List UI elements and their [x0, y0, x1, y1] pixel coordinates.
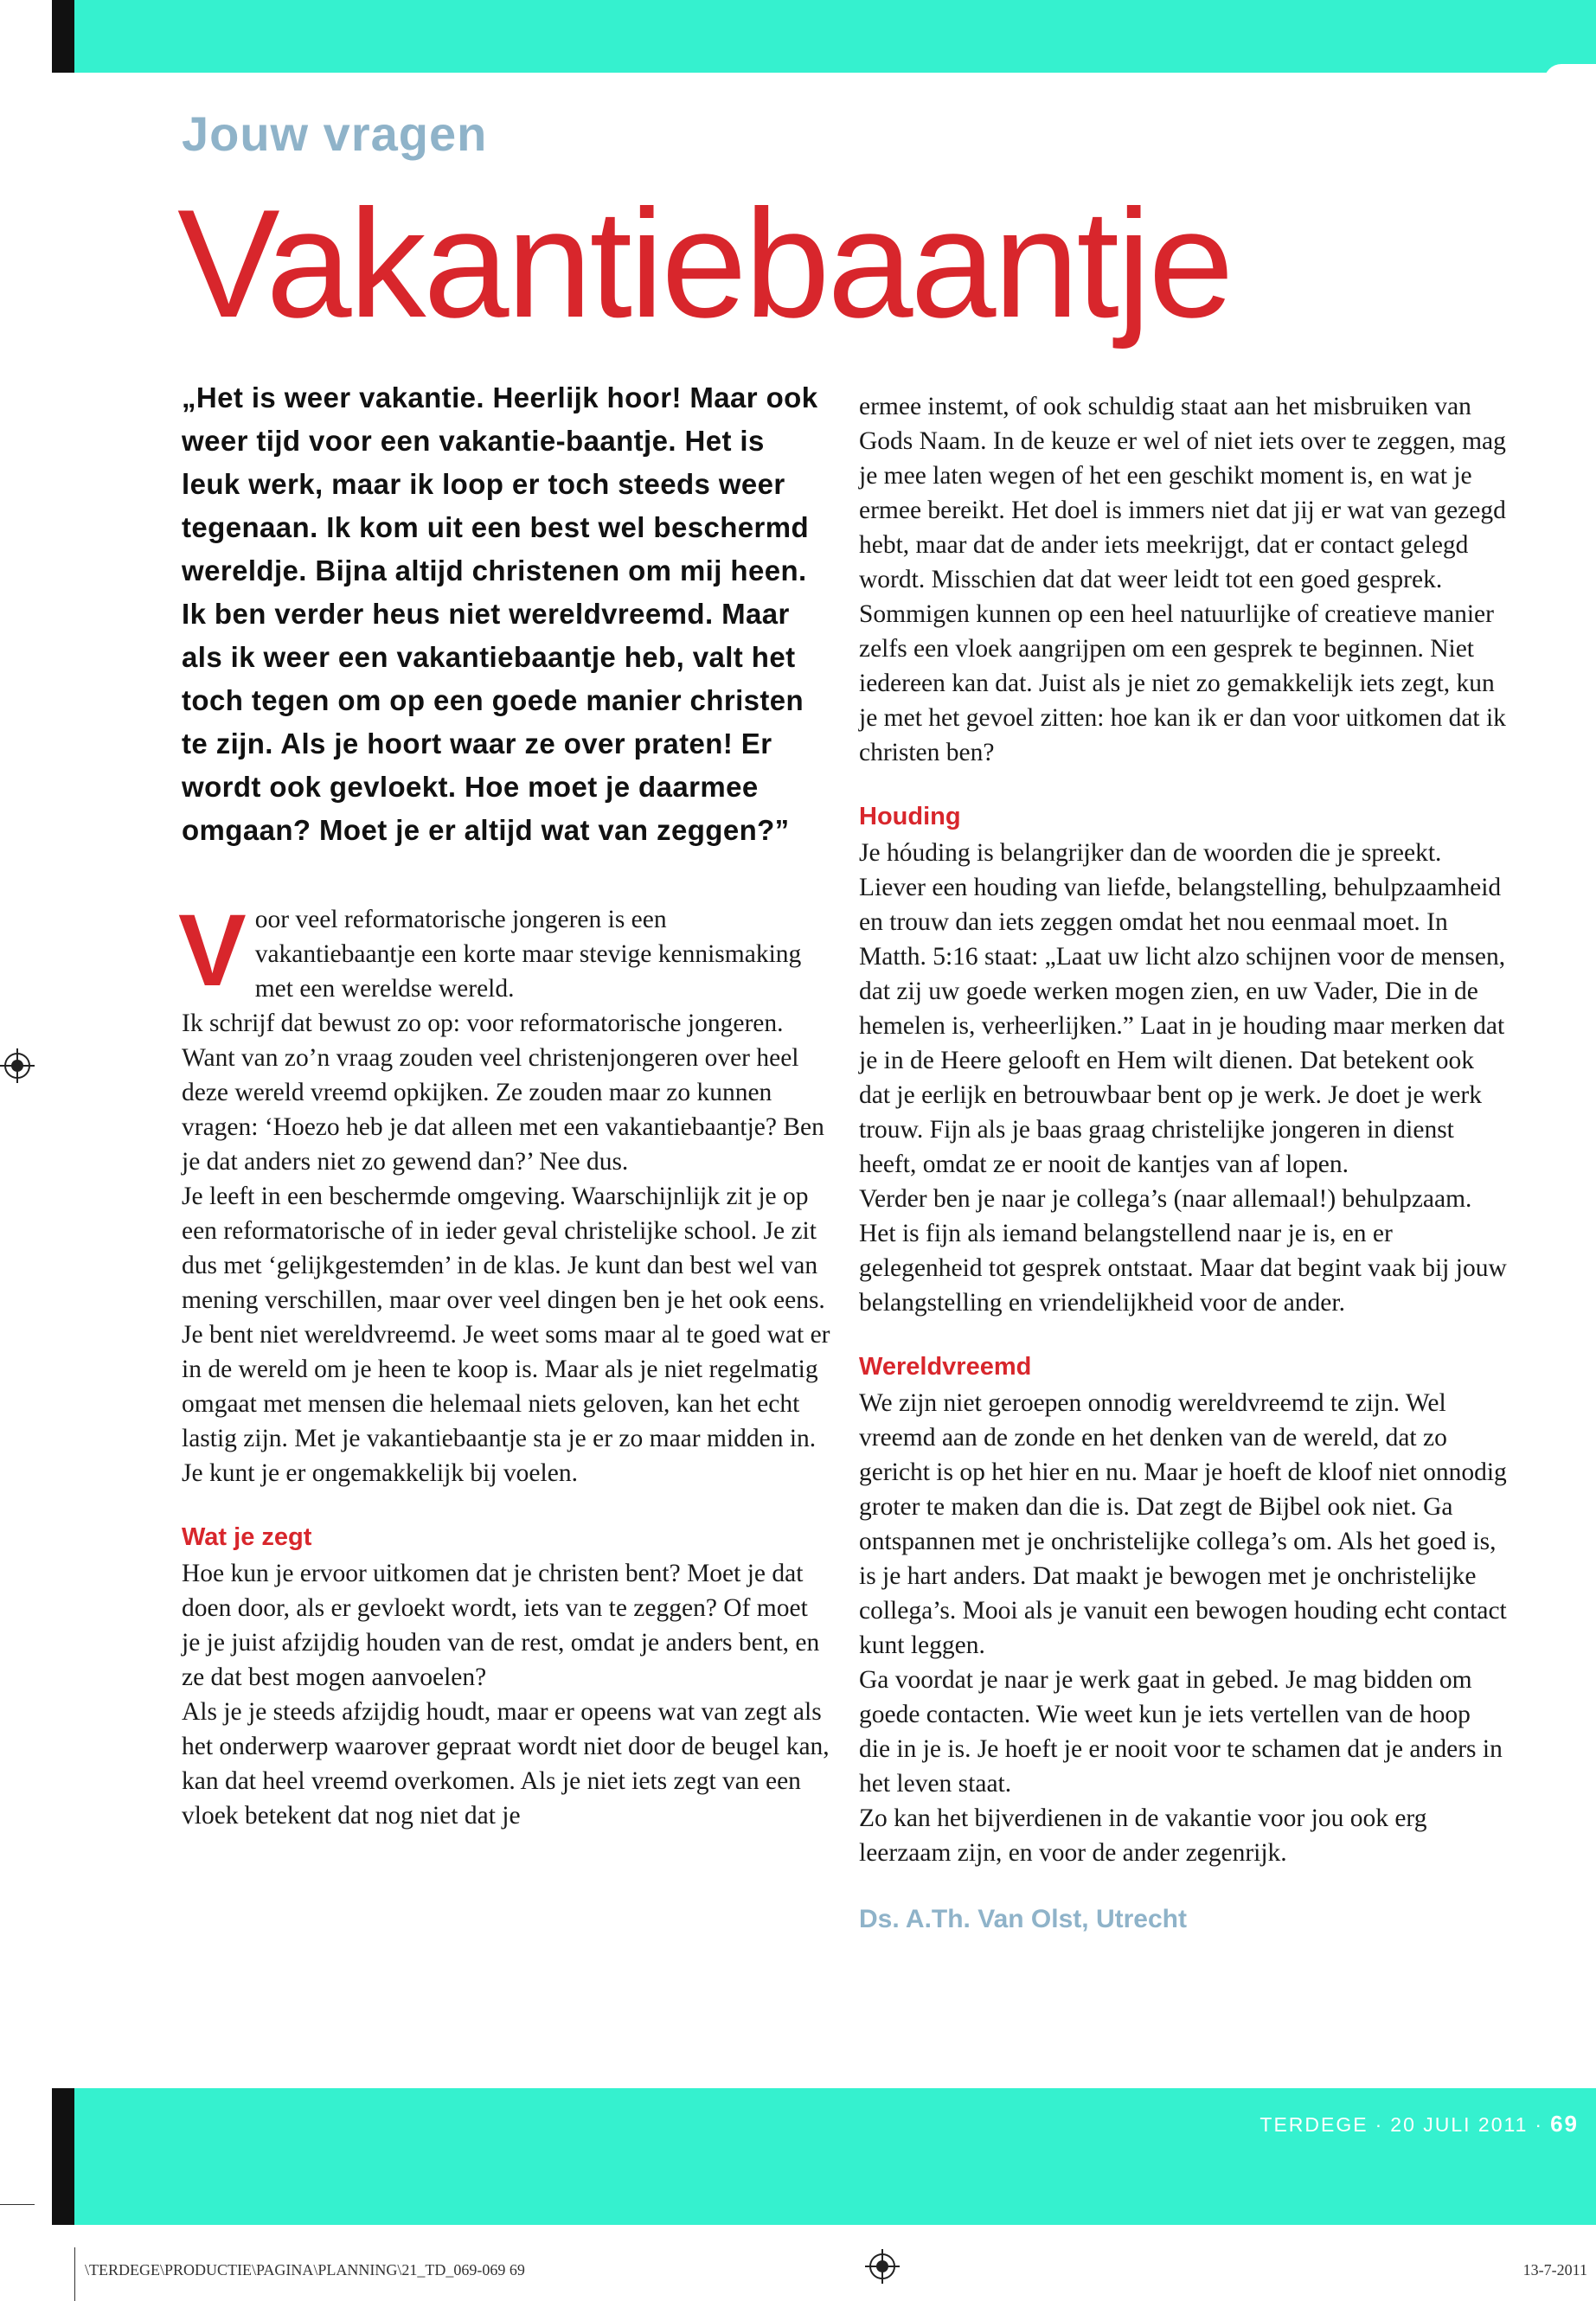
page-footer: TERDEGE · 20 JULI 2011 · 69 [1259, 2111, 1579, 2137]
paragraph: ermee instemt, of ook schuldig staat aan het misbruiken van Gods Naam. In de keuze er wel of niet iets over te zeggen, mag je mee laten wegen of het een geschikt moment is, en wat je ermee bereikt. Het doel is immers niet dat jij er wat van gezegd hebt, maar dat de ander iets meekrijgt, dat er contact gelegd wordt. Misschien dat dat weer leidt tot een goed gesprek. [859, 393, 1506, 593]
paragraph: Als je je steeds afzijdig houdt, maar er opeens wat van zegt als het onderwerp waarover gepraat wordt niet door de beugel kan, kan dat heel vreemd overkomen. Als je niet iets zegt van een vloek betekent dat nog niet dat je [182, 1698, 830, 1830]
paragraph: Ik schrijf dat bewust zo op: voor reformatorische jongeren. Want van zo’n vraag zouden veel christenjongeren over heel deze wereld vreemd opkijken. Ze zouden maar zo kunnen vragen: ‘Hoezo heb je dat alleen met een vakantiebaantje? Ben je dat anders niet zo gewend dan?’ Nee dus. [182, 1009, 824, 1176]
print-slug-path: \TERDEGE\PRODUCTIE\PAGINA\PLANNING\21_TD_069-069 69 [85, 2261, 525, 2279]
left-body-text [178, 894, 830, 1833]
right-body-text [859, 389, 1508, 1934]
crop-mark [0, 2204, 35, 2205]
paragraph: Verder ben je naar je collega’s (naar allemaal!) behulpzaam. Het is fijn als iemand belangstellend naar je is, en er gelegenheid tot gesprek ontstaat. Maar dat begint vaak bij jouw belangstelling en vriendelijkheid voor de ander. [859, 1185, 1507, 1317]
registration-mark-icon [865, 2249, 900, 2284]
section-label: Jouw vragen [182, 106, 488, 161]
top-bar-edge [52, 0, 74, 73]
opening-paragraph [178, 894, 830, 1008]
right-column [859, 389, 1508, 1934]
registration-mark-icon [0, 1048, 35, 1083]
top-bar-notch [1544, 64, 1596, 81]
author-signature: Ds. A.Th. Van Olst, Utrecht [859, 1905, 1187, 1933]
top-color-bar [52, 0, 1596, 73]
paragraph: Je hóuding is belangrijker dan de woorden die je spreekt. Liever een houding van liefde, belangstelling, behulpzaamheid en trouw dan iets zeggen omdat het nou eenmaal moet. In Matth. 5:16 staat: „Laat uw licht alzo schijnen voor de mensen, dat zij uw goede werken mogen zien, en uw Vader, Die in de hemelen is, verheerlijken.” Laat in je houding maar merken dat je in de Heere gelooft en Hem wilt dienen. Dat betekent ook dat je eerlijk en betrouwbaar bent op je werk. Je doet je werk trouw. Fijn als je baas graag christelijke jongeren in dienst heeft, omdat ze er nooit de kantjes van af lopen. [859, 839, 1506, 1178]
paragraph: Je bent niet wereldvreemd. Je weet soms maar al te goed wat er in de wereld om je heen te koop is. Maar als je niet regelmatig omgaat met mensen die helemaal niets geloven, kan het echt lastig zijn. Met je vakantiebaantje sta je er zo maar midden in. Je kunt je er ongemakkelijk bij voelen. [182, 1321, 830, 1487]
paragraph: We zijn niet geroepen onnodig wereldvreemd te zijn. Wel vreemd aan de zonde en het denken van de wereld, dat zo gericht is op het hier en nu. Maar je hoeft de kloof niet onnodig groter te maken dan die is. Dat zegt de Bijbel ook niet. Ga ontspannen met je onchristelijke collega’s om. Als het goed is, is je hart anders. Dat maakt je bewogen met je onchristelijke collega’s. Mooi als je vanuit een bewogen houding echt contact kunt leggen. [859, 1389, 1507, 1659]
print-slug-date: 13-7-2011 [1522, 2261, 1587, 2279]
drop-cap: V [178, 894, 247, 1008]
bottom-bar-edge [52, 2088, 74, 2225]
bottom-color-bar [52, 2088, 1596, 2225]
opening-text: oor veel reformatorische jongeren is een vakantiebaantje een korte maar stevige kennismaking met een wereldse wereld. [254, 906, 802, 1003]
page-number: 69 [1550, 2111, 1579, 2137]
paragraph: Hoe kun je ervoor uitkomen dat je christen bent? Moet je dat doen door, als er gevloekt wordt, iets van te zeggen? Of moet je je juist afzijdig houden van de rest, omdat je anders bent, en ze dat best mogen aanvoelen? [182, 1560, 820, 1691]
crop-mark [74, 2247, 75, 2301]
subhead-wat-je-zegt: Wat je zegt [182, 1523, 312, 1551]
paragraph: Ga voordat je naar je werk gaat in gebed. Je mag bidden om goede contacten. Wie weet kun je iets vertellen van de hoop die in je is. Je hoeft je er nooit voor te schamen dat je anders in het leven staat. [859, 1666, 1503, 1798]
paragraph: Zo kan het bijverdienen in de vakantie voor jou ook erg leerzaam zijn, en voor de ander zegenrijk. [859, 1804, 1427, 1867]
reader-question: „Het is weer vakantie. Heerlijk hoor! Maar ook weer tijd voor een vakantie-baantje. Het is leuk werk, maar ik loop er toch steeds weer tegenaan. Ik kom uit een best wel beschermd wereldje. Bijna altijd christenen om mij heen. Ik ben verder heus niet wereldvreemd. Maar als ik weer een vakantiebaantje heb, valt het toch tegen om op een goede manier christen te zijn. Als je hoort waar ze over praten! Er wordt ook gevloekt. Hoe moet je daarmee omgaan? Moet je er altijd wat van zeggen?” [182, 381, 818, 846]
page-title: Vakantiebaantje [177, 177, 1232, 349]
paragraph: Je leeft in een beschermde omgeving. Waarschijnlijk zit je op een reformatorische of in ieder geval christelijke school. Je zit dus met ‘gelijkgestemden’ in de klas. Je kunt dan best wel van mening verschillen, maar over veel dingen ben je het ook eens. [182, 1183, 825, 1314]
magazine-name: TERDEGE [1259, 2113, 1368, 2136]
subhead-wereldvreemd: Wereldvreemd [859, 1353, 1032, 1381]
issue-date: 20 JULI 2011 [1390, 2113, 1529, 2136]
paragraph: Sommigen kunnen op een heel natuurlijke of creatieve manier zelfs een vloek aangrijpen om een gesprek te beginnen. Niet iedereen kan dat. Juist als je niet zo gemakkelijk iets zegt, kun je met het gevoel zitten: hoe kan ik er dan voor uitkomen dat ik christen ben? [859, 600, 1506, 766]
subhead-houding: Houding [859, 803, 961, 830]
left-column [178, 376, 830, 1833]
